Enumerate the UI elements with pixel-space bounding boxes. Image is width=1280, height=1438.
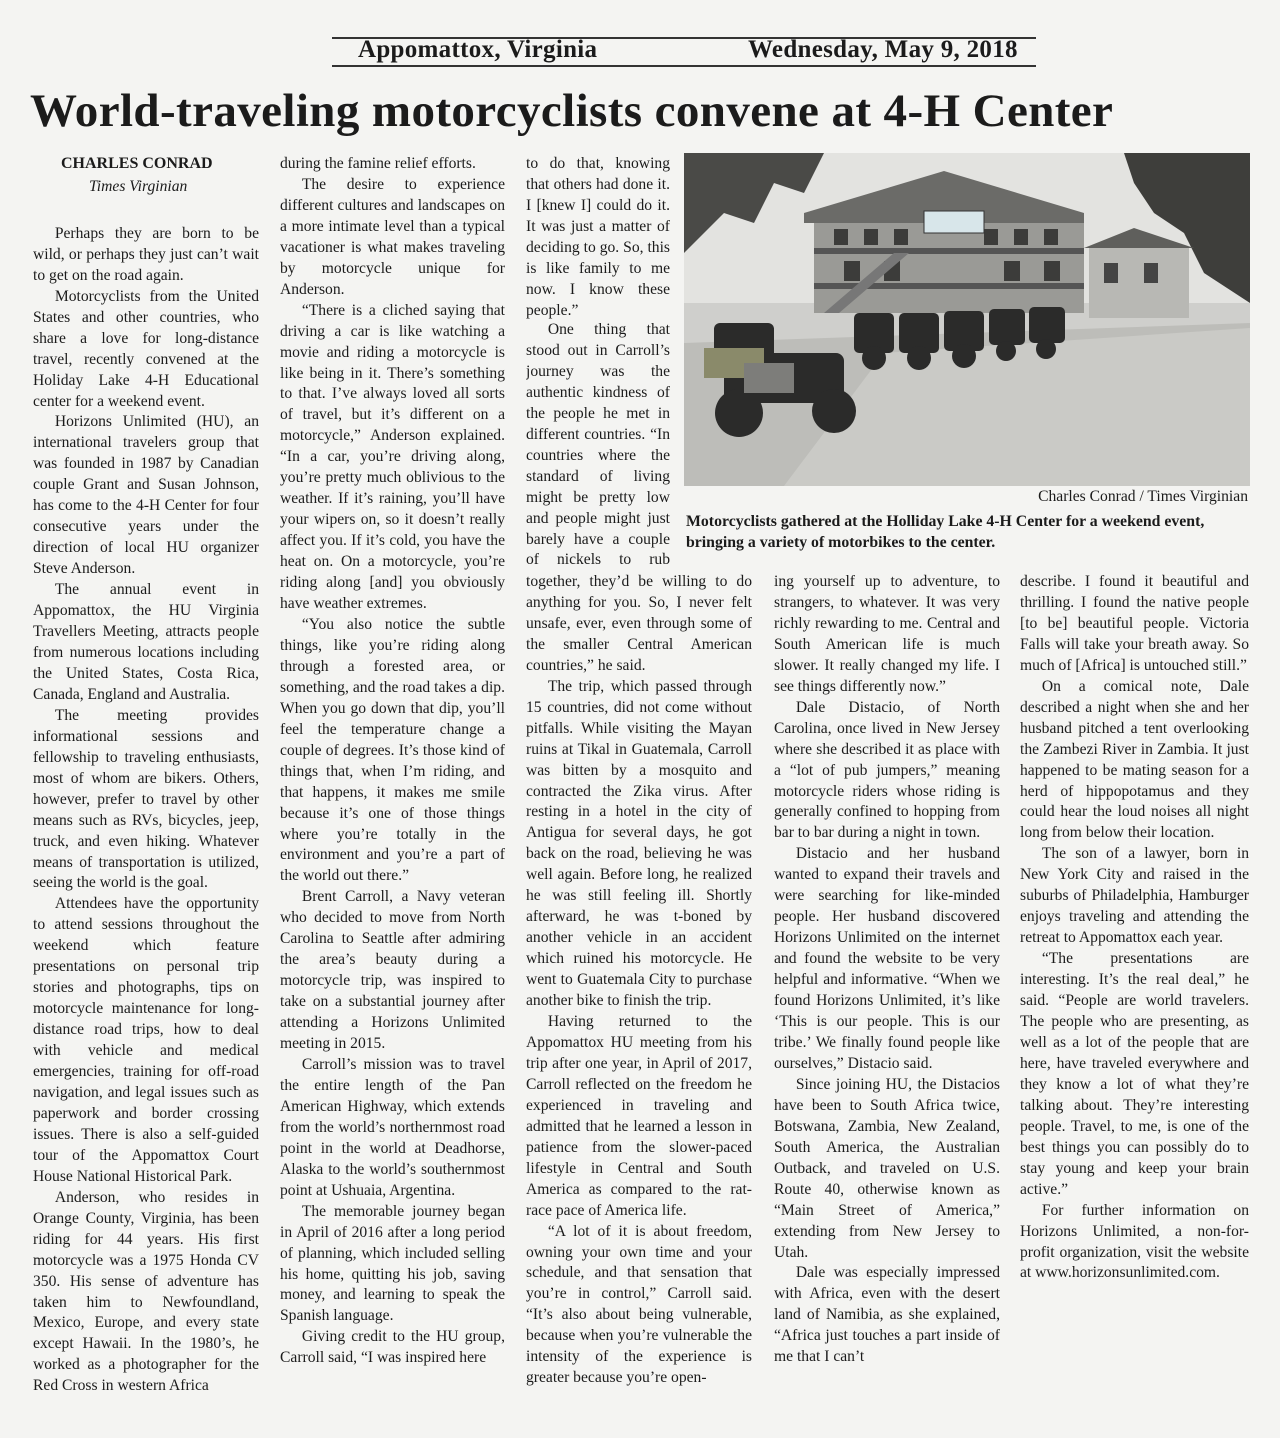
- paragraph: Motorcyclists from the United States and other countries, who share a love for long-distance travel, recently convened at the Holiday Lake 4-H Educational center for a weekend event.: [33, 287, 259, 410]
- photo-credit: Charles Conrad / Times Virginian: [1038, 488, 1248, 505]
- paragraph: to do that, knowing that others had done it. I [knew I] could do it. It was just a matter of deciding to go. So, this is like family to me now. I know these people.”: [526, 155, 670, 319]
- paragraph: “There is a cliched saying that driving a car is like watching a movie and riding a motorcycle is like being in it. There’s something to that. I’ve always loved all sorts of travel, but it’s different on a motorcycle,” Anderson explained. “In a car, you’re driving along, you’re pretty much oblivious to the weather. If it’s raining, you’ll have your wipers on, so it doesn’t really affect you. If it’s cold, you have the heat on. On a motorcycle, you’re riding along [and] you obviously have weather extremes.: [280, 301, 505, 613]
- dateline-bottom-rule: [332, 65, 1036, 67]
- paragraph: “A lot of it is about freedom, owning your own time and your schedule, and that sensation that you’re in control,” Carroll said. “It’s also about being vulnerable, because when you’re vulnerable the intensity of the experience is greater because you’re open-: [526, 1222, 752, 1387]
- paragraph: “You also notice the subtle things, like you’re riding along through a forested area, or something, and the road takes a dip. When you go down that dip, you’ll feel the temperature change a couple of degrees. It’s those kind of things that, when I’m riding, and that happens, it makes me smile because it’s one of those things where you’re totally in the environment and you’re a part of the world out there.”: [280, 615, 505, 885]
- dateline-date: Wednesday, May 9, 2018: [748, 36, 1018, 63]
- paragraph: The desire to experience different cultures and landscapes on a more intimate level than a typical vacationer is what makes traveling by motorcycle unique for Anderson.: [280, 175, 505, 298]
- paragraph: Horizons Unlimited (HU), an international travelers group that was founded in 1987 by Canadian couple Grant and Susan Johnson, has come to the 4-H Center for four consecutive years under the direction of local HU organizer Steve Anderson.: [33, 413, 259, 578]
- column-1: [33, 154, 259, 1397]
- column-2: [280, 154, 505, 1369]
- paragraph: On a comical note, Dale described a night when she and her husband pitched a tent overlooking the Zambezi River in Zambia. It just happened to be mating season for a herd of hippopotamus and they could hear the loud noises all night long from below their location.: [1020, 677, 1249, 842]
- photo-caption: Motorcyclists gathered at the Holliday Lake 4-H Center for a weekend event, bringing a variety of motorbikes to the center.: [686, 513, 1205, 551]
- dateline-location: Appomattox, Virginia: [358, 36, 598, 63]
- paragraph: together, they’d be willing to do anything for you. So, I never felt unsafe, ever, even through some of the smaller Central American countries,” he said.: [526, 573, 752, 674]
- byline-outlet: Times Virginian: [89, 177, 188, 195]
- paragraph: during the famine relief efforts.: [280, 155, 476, 172]
- headline: World-traveling motorcyclists convene at 4-H Center: [30, 85, 1114, 137]
- paragraph: Dale was especially impressed with Africa, even with the desert land of Namibia, as she explained, “Africa just touches a part inside of me that I can’t: [774, 1264, 1000, 1366]
- column-3-lower: [526, 572, 752, 1389]
- paragraph: Carroll’s mission was to travel the entire length of the Pan American Highway, which extends from the world’s northernmost road point in the world at Deadhorse, Alaska to the world’s southernmost point at Ushuaia, Argentina.: [280, 1055, 505, 1199]
- paragraph: Attendees have the opportunity to attend sessions throughout the weekend which feature presentations on personal trip stories and photographs, tips on motorcycle maintenance for long-distance road trips, how to deal with vehicle and medical emergencies, training for off-road navigation, and legal issues such as paperwork and border crossing issues. There is also a self-guided tour of the Appomattox Court House National Historical Park.: [33, 895, 259, 1185]
- paragraph: The memorable journey began in April of 2016 after a long period of planning, which included selling his home, quitting his job, saving money, and learning to speak the Spanish language.: [280, 1202, 505, 1325]
- paragraph: The son of a lawyer, born in New York City and raised in the suburbs of Philadelphia, Hamburger enjoys traveling and attending the retreat to Appomattox each year.: [1020, 845, 1249, 947]
- paragraph: describe. I found it beautiful and thrilling. I found the native people [to be] beautiful people. Victoria Falls will take your breath away. So much of [Africa] is untouched still.”: [1020, 573, 1249, 674]
- paragraph: Brent Carroll, a Navy veteran who decided to move from North Carolina to Seattle after admiring the area’s beauty during a motorcycle trip, was inspired to take on a substantial journey after attending a Horizons Unlimited meeting in 2015.: [280, 888, 505, 1053]
- paragraph: Anderson, who resides in Orange County, Virginia, has been riding for 44 years. His first motorcycle was a 1975 Honda CV 350. His sense of adventure has taken him to Newfoundland, Mexico, Europe, and every state except Hawaii. In the 1980’s, he worked as a photographer for the Red Cross in western Africa: [33, 1188, 259, 1395]
- paragraph: Since joining HU, the Distacios have been to South Africa twice, Botswana, Zambia, New Zealand, South America, the Australian Outback, and traveled on U.S. Route 40, otherwise known as “Main Street of America,” extending from New Jersey to Utah.: [774, 1075, 1000, 1261]
- paragraph: “The presentations are interesting. It’s the real deal,” he said. “People are world travelers. The people who are presenting, as well as a lot of the people that are here, have traveled everywhere and they know a lot of what they’re talking about. They’re interesting people. Travel, to me, is one of the best things you can possibly do to stay young and keep your brain active.”: [1020, 950, 1249, 1198]
- paragraph: Perhaps they are born to be wild, or perhaps they just can’t wait to get on the road again.: [33, 224, 259, 284]
- paragraph: The trip, which passed through 15 countries, did not come without pitfalls. While visiting the Mayan ruins at Tikal in Guatemala, Carroll was bitten by a mosquito and contracted the Zika virus. After resting in a hotel in the city of Antigua for several days, he got back on the road, believing he was well again. Before long, he realized he was still feeling ill. Shortly afterward, he was t-boned by another vehicle in an accident which ruined his motorcycle. He went to Guatemala City to purchase another bike to finish the trip.: [526, 677, 752, 1010]
- column-3: [526, 154, 670, 322]
- article-photo: [684, 153, 1250, 486]
- paragraph: One thing that stood out in Carroll’s journey was the authentic kindness of the people he met in different countries. “In countries where the standard of living might be pretty low and people might just barely have a couple of nickels to rub: [526, 321, 670, 569]
- byline-author: CHARLES CONRAD: [61, 155, 213, 172]
- paragraph: Having returned to the Appomattox HU meeting from his trip after one year, in April of 2017, Carroll reflected on the freedom he experienced in traveling and admitted that he learned a lesson in patience from the slower-paced lifestyle in Central and South America as compared to the rat-race pace of America life.: [526, 1013, 752, 1219]
- column-5: [1020, 572, 1249, 1284]
- column-4: [774, 572, 1000, 1368]
- paragraph: Distacio and her husband wanted to expand their travels and were searching for like-minded people. Her husband discovered Horizons Unlimited on the internet and found the website to be very helpful and informative. “When we found Horizons Unlimited, it’s like ‘This is our people. This is our tribe.’ We finally found people like ourselves,” Distacio said.: [774, 845, 1000, 1072]
- paragraph: The annual event in Appomattox, the HU Virginia Travellers Meeting, attracts people from numerous locations including the United States, Costa Rica, Canada, England and Australia.: [33, 581, 259, 703]
- paragraph: For further information on Horizons Unlimited, a non-for-profit organization, visit the website at www.horizonsunlimited.com.: [1020, 1201, 1249, 1282]
- paragraph: The meeting provides informational sessions and fellowship to traveling enthusiasts, most of whom are bikers. Others, however, prefer to travel by other means such as RVs, bicycles, jeep, truck, and even hiking. Whatever means of transportation is utilized, seeing the world is the goal.: [33, 706, 259, 892]
- paragraph: Giving credit to the HU group, Carroll said, “I was inspired here: [280, 1328, 505, 1367]
- paragraph: Dale Distacio, of North Carolina, once lived in New Jersey where she described it as place with a “lot of pub jumpers,” meaning motorcycle riders whose riding is generally confined to hopping from bar to bar during a night in town.: [774, 698, 1000, 842]
- paragraph: ing yourself up to adventure, to strangers, to whatever. It was very richly rewarding to me. Central and South American life is much slower. It really changed my life. I see things differently now.”: [774, 573, 1000, 695]
